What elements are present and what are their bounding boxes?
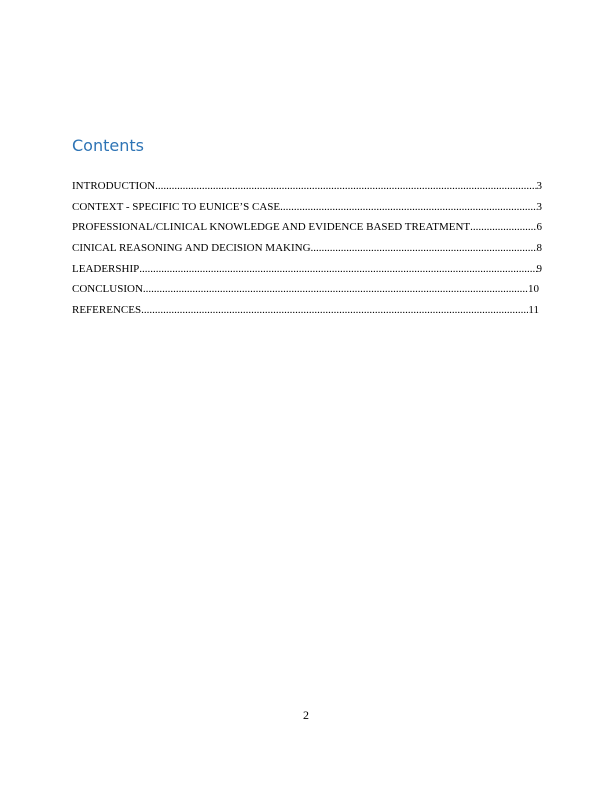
toc-dot-leader bbox=[139, 259, 536, 280]
toc-entry-title: CONTEXT - SPECIFIC TO EUNICE’S CASE bbox=[72, 200, 281, 213]
toc-entry-clinical-reasoning[interactable] bbox=[72, 238, 542, 259]
toc-entry-title: INTRODUCTION bbox=[72, 180, 156, 192]
toc-entry-leadership[interactable] bbox=[72, 259, 542, 280]
toc-dot-leader bbox=[155, 176, 536, 197]
toc-entry-page: 3 bbox=[536, 200, 542, 213]
table-of-contents bbox=[72, 176, 542, 321]
toc-entry-page: 6 bbox=[536, 221, 542, 234]
toc-entry-page: 11 bbox=[528, 304, 539, 317]
page-number: 2 bbox=[303, 708, 309, 722]
toc-entry-context[interactable] bbox=[72, 197, 542, 218]
toc-dot-leader bbox=[143, 279, 528, 300]
toc-entry-title: CONCLUSION bbox=[72, 283, 143, 296]
toc-dot-leader bbox=[141, 300, 528, 321]
toc-entry-page: 10 bbox=[528, 283, 539, 296]
toc-dot-leader bbox=[311, 238, 537, 259]
toc-dot-leader bbox=[280, 197, 536, 218]
toc-entry-page: 3 bbox=[536, 180, 542, 192]
toc-entry-title: REFERENCES bbox=[72, 304, 142, 317]
toc-dot-leader bbox=[470, 217, 536, 238]
toc-heading: Contents bbox=[72, 136, 144, 155]
toc-entry-conclusion[interactable] bbox=[72, 279, 539, 300]
toc-entry-page: 8 bbox=[536, 242, 542, 255]
toc-entry-page: 9 bbox=[536, 262, 542, 275]
toc-entry-title: LEADERSHIP bbox=[72, 262, 140, 275]
toc-entry-professional-clinical-knowledge[interactable] bbox=[72, 217, 542, 238]
toc-entry-references[interactable] bbox=[72, 300, 539, 321]
toc-entry-introduction[interactable] bbox=[72, 176, 542, 197]
toc-entry-title: PROFESSIONAL/CLINICAL KNOWLEDGE AND EVIDENCE BASED TREATMENT bbox=[72, 221, 471, 234]
toc-entry-title: CINICAL REASONING AND DECISION MAKING bbox=[72, 242, 311, 255]
